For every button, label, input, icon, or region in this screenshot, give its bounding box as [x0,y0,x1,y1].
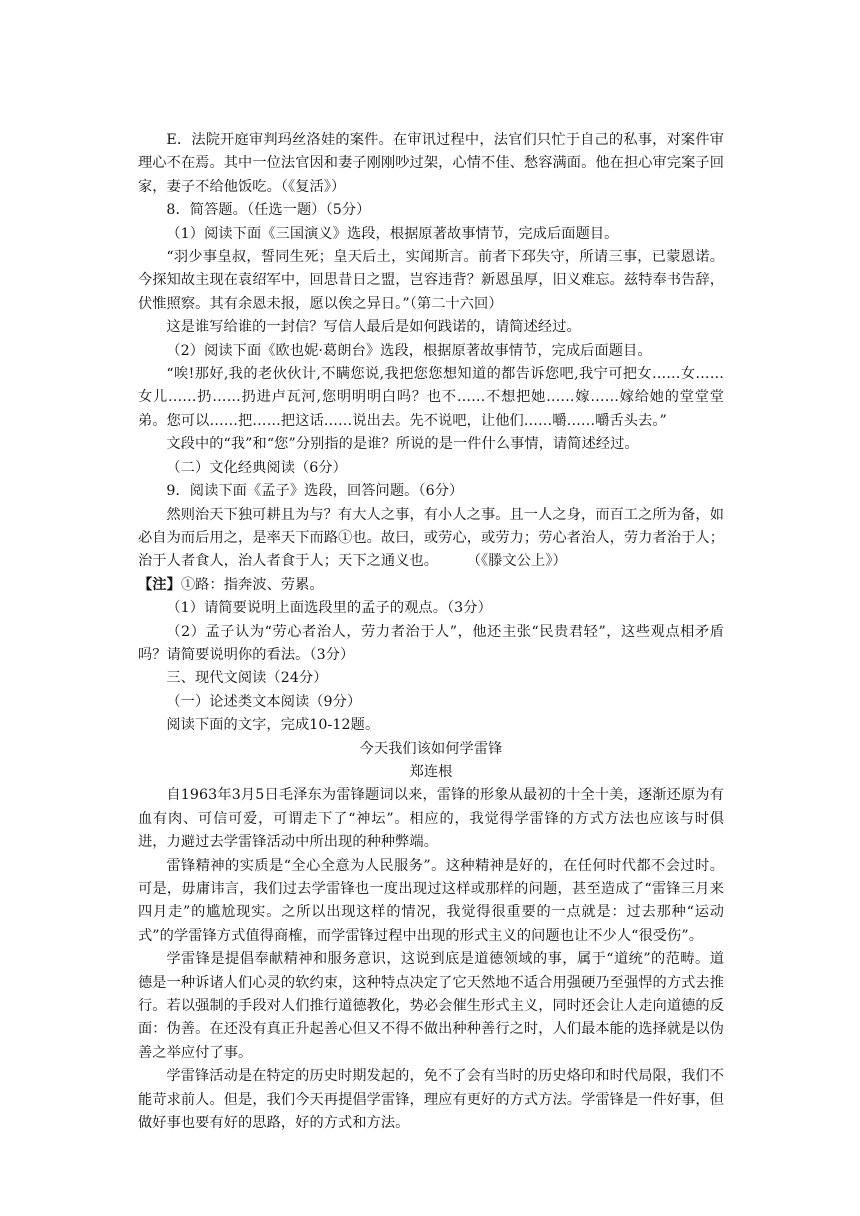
question-8-heading: 8．简答题。（任选一题）（5分） [166,202,371,219]
question-8-2-quote: “唉!那好,我的老伙伙计,不瞒您说,我把您您想知道的都告诉您吧,我宁可把女……女……女儿……扔……扔进卢瓦河,您明明明白吗？也不……不想把她……嫁……嫁给她的堂堂堂弟。您可以……把……把这话……说出去。先不说吧，让他们……嚼……嚼舌头去。” [138,366,724,429]
question-9-heading: 9．阅读下面《孟子》选段，回答问题。（6分） [166,483,464,500]
note-label: 【注】 [138,576,181,593]
section-3-heading: 三、现代文阅读（24分） [166,670,328,687]
article-paragraph-3: 学雷锋是提倡奉献精神和服务意识，这说到底是道德领域的事，属于“道统”的范畴。道德是一种诉诸人们心灵的软约束，这种特点决定了它天然地不适合用强硬乃至强悍的方式去推行。若以强制的手段对人们推行道德教化，势必会催生形式主义，同时还会让人走向道德的反面：伪善。在还没有真正升起善心但又不得不做出种种善行之时，人们最本能的选择就是以伪善之举应付了事。 [138,951,724,1061]
note-text: ①路：指奔波、劳累。 [180,576,324,593]
question-8-1-prompt: （1）阅读下面《三国演义》选段，根据原著故事情节，完成后面题目。 [166,225,619,242]
document-body [138,129,724,1135]
article-paragraph-2: 雷锋精神的实质是“全心全意为人民服务”。这种精神是好的，在任何时代都不会过时。可是，毋庸讳言，我们过去学雷锋也一度出现过这样或那样的问题，甚至造成了“雷锋三月来四月走”的尴尬现实。之所以出现这样的情况，我觉得很重要的一点就是：过去那种“运动式”的学雷锋方式值得商榷，而学雷锋过程中出现的形式主义的问题也让不少人“很受伤”。 [138,857,724,944]
question-8-2-prompt: （2）阅读下面《欧也妮·葛朗台》选段，根据原著故事情节，完成后面题目。 [166,342,652,359]
article-paragraph-4: 学雷锋活动是在特定的历史时期发起的，免不了会有当时的历史烙印和时代局限，我们不能苛求前人。但是，我们今天再提倡学雷锋，理应有更好的方式方法。学雷锋是一件好事，但做好事也要有好的思路，好的方式和方法。 [138,1068,724,1132]
question-8-1-ask: 这是谁写给谁的一封信？写信人最后是如何践诺的，请简述经过。 [166,319,581,336]
article-paragraph-1: 自1963年3月5日毛泽东为雷锋题词以来，雷锋的形象从最初的十全十美，逐渐还原为有血有肉、可信可爱，可谓走下了“神坛”。相应的，我觉得学雷锋的方式方法也应该与时俱进，力避过去学雷锋活动中所出现的种种弊端。 [138,787,724,851]
mencius-passage: 然则治天下独可耕且为与？有大人之事，有小人之事。且一人之身，而百工之所为备，如必自为而后用之，是率天下而路①也。故曰，或劳心，或劳力；劳心者治人，劳力者治于人；治于人者食人，治人者食于人；天下之通义也。 （《滕文公上》） [138,506,724,570]
section-3-instruction: 阅读下面的文字，完成10-12题。 [166,717,380,734]
section-3-1-heading: （一）论述类文本阅读（9分） [166,693,362,710]
question-9-1: （1）请简要说明上面选段里的孟子的观点。（3分） [166,600,492,617]
question-8-1-quote: “羽少事皇叔，誓同生死；皇天后土，实闻斯言。前者下邳失守，所请三事，已蒙恩诺。今探知故主现在袁绍军中，回思昔日之盟，岂容违背？新恩虽厚，旧义难忘。兹特奉书告辞，伏惟照察。其有余恩未报，愿以俟之异日。”（第二十六回） [138,249,724,312]
section-2-heading: （二）文化经典阅读（6分） [166,459,347,476]
article-title: 今天我们该如何学雷锋 [359,740,503,757]
article-author: 郑连根 [409,763,453,780]
note-line [138,574,724,597]
question-8-2-ask: 文段中的“我”和“您”分别指的是谁？所说的是一件什么事情，请简述经过。 [166,436,639,453]
option-e-paragraph: E．法院开庭审判玛丝洛娃的案件。在审讯过程中，法官们只忙于自己的私事，对案件审理心不在焉。其中一位法官因和妻子刚刚吵过架，心情不佳、愁容满面。他在担心审完案子回家，妻子不给他饭吃。（《复活》） [138,132,724,195]
question-9-2: （2）孟子认为“劳心者治人，劳力者治于人”，他还主张“民贵君轻”，这些观点相矛盾吗？请简要说明你的看法。（3分） [138,623,724,663]
